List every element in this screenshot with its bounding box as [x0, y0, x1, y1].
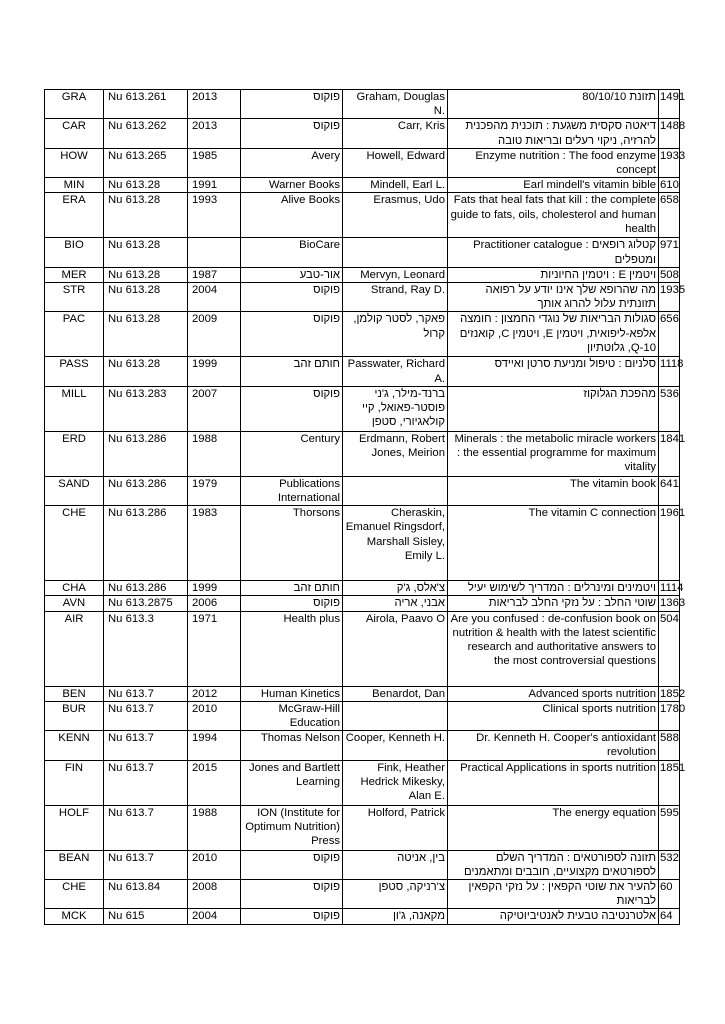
row-year-cell: 1988 — [188, 431, 241, 476]
row-publisher-cell: Alive Books — [241, 193, 343, 238]
row-year-cell: 2009 — [188, 312, 241, 357]
row-title-cell: Enzyme nutrition : The food enzyme concept — [448, 148, 659, 177]
row-year-cell: 1985 — [188, 148, 241, 177]
row-author-cell: ברנד-מילר, ג'ני פוסטר-פאואל, קיי קולאגיורי, סטפן — [343, 386, 448, 431]
row-author-cell: Howell, Edward — [343, 148, 448, 177]
row-publisher-cell: Thomas Nelson — [241, 731, 343, 760]
row-author-cell: Holford, Patrick — [343, 805, 448, 850]
table-row — [45, 506, 680, 581]
row-year-cell: 2013 — [188, 119, 241, 148]
row-author-cell: Cooper, Kenneth H. — [343, 731, 448, 760]
row-author-cell — [343, 238, 448, 267]
row-title-cell: ויטמין E : ויטמין החיוניות — [448, 267, 659, 282]
row-call-number-cell: Nu 613.286 — [104, 581, 188, 596]
row-publisher-cell: פוקוס — [241, 909, 343, 924]
row-title-cell: קטלוג רופאים : Practitioner catalogue ומטפלים — [448, 238, 659, 267]
row-author-cell: Mervyn, Leonard — [343, 267, 448, 282]
row-call-number-cell: Nu 613.283 — [104, 386, 188, 431]
row-number-cell: 1488 — [659, 119, 680, 148]
row-number-cell: 595 — [659, 805, 680, 850]
row-publisher-cell: Health plus — [241, 611, 343, 686]
row-number-cell: 60 — [659, 880, 680, 909]
table-row — [45, 805, 680, 850]
row-title-cell: סלניום : טיפול ומניעת סרטן ואיידס — [448, 357, 659, 386]
row-publisher-cell: Thorsons — [241, 506, 343, 581]
row-number-cell: 656 — [659, 312, 680, 357]
table-row — [45, 357, 680, 386]
row-year-cell — [188, 238, 241, 267]
row-number-cell: 1851 — [659, 760, 680, 805]
row-publisher-cell: פוקוס — [241, 596, 343, 611]
row-publisher-cell: פוקוס — [241, 850, 343, 879]
row-code-cell: MIN — [45, 178, 104, 193]
row-year-cell: 2010 — [188, 701, 241, 730]
row-number-cell: 588 — [659, 731, 680, 760]
row-number-cell: 64 — [659, 909, 680, 924]
row-call-number-cell: Nu 613.7 — [104, 731, 188, 760]
row-year-cell: 2004 — [188, 909, 241, 924]
row-number-cell: 1961 — [659, 506, 680, 581]
row-title-cell: The vitamin book — [448, 476, 659, 505]
table-row — [45, 148, 680, 177]
row-code-cell: CAR — [45, 119, 104, 148]
row-title-cell: Are you confused : de-confusion book on nutrition & health with the latest scientific research and authoritative answers to the most controversial questions — [448, 611, 659, 686]
row-title-cell: שוטי החלב : על נזקי החלב לבריאות — [448, 596, 659, 611]
table-row — [45, 880, 680, 909]
row-number-cell: 658 — [659, 193, 680, 238]
row-code-cell: GRA — [45, 90, 104, 119]
row-number-cell: 1780 — [659, 701, 680, 730]
row-code-cell: FIN — [45, 760, 104, 805]
row-number-cell: 508 — [660, 268, 679, 281]
row-year-cell: 1993 — [188, 193, 241, 238]
table-row — [45, 193, 680, 238]
row-publisher-cell: Human Kinetics — [241, 686, 343, 701]
row-year-cell: 2008 — [188, 880, 241, 909]
row-number-cell: 641 — [659, 476, 680, 505]
row-code-cell: MILL — [45, 386, 104, 431]
row-number-cell: 1118 — [659, 357, 680, 386]
row-code-cell: ERA — [45, 193, 104, 238]
table-row — [45, 90, 680, 119]
row-year-cell: 2007 — [188, 386, 241, 431]
table-row — [45, 701, 680, 730]
row-call-number-cell: Nu 615 — [104, 909, 188, 924]
row-call-number-cell: Nu 613.7 — [104, 850, 188, 879]
row-code-cell: KENN — [45, 731, 104, 760]
row-title-cell: Advanced sports nutrition — [448, 686, 659, 701]
row-number-cell: 1852 — [660, 687, 686, 700]
row-year-cell: 2004 — [188, 283, 241, 312]
row-number-cell: 1841 — [659, 431, 680, 476]
row-publisher-cell: Publications International — [241, 476, 343, 505]
row-number-cell: 1363 — [660, 597, 686, 610]
row-title-cell: Clinical sports nutrition — [448, 701, 659, 730]
row-number-cell: 1933 — [659, 148, 680, 177]
row-code-cell: PAC — [45, 312, 104, 357]
row-call-number-cell: Nu 613.286 — [104, 476, 188, 505]
row-author-cell: Fink, Heather Hedrick Mikesky, Alan E. — [343, 760, 448, 805]
row-author-cell: Airola, Paavo O — [343, 611, 448, 686]
row-publisher-cell: Jones and Bartlett Learning — [241, 760, 343, 805]
row-call-number-cell: Nu 613.261 — [104, 90, 188, 119]
row-title-cell: Practical Applications in sports nutrition — [448, 760, 659, 805]
table-row — [45, 119, 680, 148]
row-author-cell: Strand, Ray D. — [343, 283, 448, 312]
row-publisher-cell: פוקוס — [241, 283, 343, 312]
row-number-cell: 1491 — [659, 90, 680, 119]
row-code-cell: AIR — [45, 611, 104, 686]
table-row — [45, 386, 680, 431]
row-code-cell: MCK — [45, 909, 104, 924]
table-row — [45, 312, 680, 357]
row-author-cell — [343, 701, 448, 730]
row-publisher-cell: פוקוס — [241, 119, 343, 148]
table-row — [45, 431, 680, 476]
row-title-cell: תזונה לספורטאים : המדריך השלם לספורטאים מקצועיים, חובבים ומתאמנים — [448, 850, 659, 879]
row-call-number-cell: Nu 613.28 — [104, 267, 188, 282]
row-title-cell: מהפכת הגלוקוז — [448, 386, 659, 431]
row-code-cell: BEAN — [45, 850, 104, 879]
table-row — [45, 909, 680, 924]
row-year-cell: 2015 — [188, 760, 241, 805]
row-publisher-cell: אור-טבע — [241, 267, 343, 282]
row-author-cell: Passwater, Richard A. — [343, 357, 448, 386]
row-call-number-cell: Nu 613.28 — [104, 193, 188, 238]
row-title-cell: תזונת 80/10/10 — [448, 90, 659, 119]
row-call-number-cell: Nu 613.3 — [104, 611, 188, 686]
row-year-cell: 1988 — [188, 805, 241, 850]
row-code-cell: AVN — [45, 596, 104, 611]
row-author-cell: מקאנה, ג'ון — [343, 909, 448, 924]
table-row — [45, 178, 680, 193]
row-year-cell: 1983 — [188, 506, 241, 581]
row-publisher-cell: Avery — [241, 148, 343, 177]
row-publisher-cell: פוקוס — [241, 386, 343, 431]
table-row — [45, 611, 680, 686]
row-call-number-cell: Nu 613.7 — [104, 686, 188, 701]
row-call-number-cell: Nu 613.28 — [104, 312, 188, 357]
row-year-cell: 2010 — [188, 850, 241, 879]
row-publisher-cell: פוקוס — [241, 880, 343, 909]
row-code-cell: BEN — [45, 686, 104, 701]
row-title-cell: Earl mindell's vitamin bible — [448, 178, 659, 193]
row-code-cell: CHA — [45, 581, 104, 596]
table-row — [45, 238, 680, 267]
row-call-number-cell: Nu 613.2875 — [104, 596, 188, 611]
row-call-number-cell: Nu 613.286 — [104, 431, 188, 476]
row-publisher-cell: Century — [241, 431, 343, 476]
row-number-cell: 1935 — [659, 283, 680, 312]
row-publisher-cell: פוקוס — [241, 90, 343, 119]
row-year-cell: 1999 — [188, 581, 241, 596]
row-title-cell: The vitamin C connection — [448, 506, 659, 581]
row-call-number-cell: Nu 613.262 — [104, 119, 188, 148]
table-row — [45, 596, 680, 611]
row-number-cell: 971 — [659, 238, 680, 267]
row-author-cell: פאקר, לסטר קולמן, קרול — [343, 312, 448, 357]
row-call-number-cell: Nu 613.7 — [104, 805, 188, 850]
row-title-cell: Minerals : the metabolic miracle workers : the essential programme for maximum vitality — [448, 431, 659, 476]
row-author-cell: Benardot, Dan — [343, 686, 448, 701]
row-title-cell: דיאטה סקסית משגעת : תוכנית מהפכנית להרזיה, ניקוי רעלים ובריאות טובה — [448, 119, 659, 148]
table-row — [45, 581, 680, 596]
row-publisher-cell: חותם זהב — [241, 357, 343, 386]
row-year-cell: 1979 — [188, 476, 241, 505]
row-call-number-cell: Nu 613.7 — [104, 760, 188, 805]
row-code-cell: BIO — [45, 238, 104, 267]
row-code-cell: HOW — [45, 148, 104, 177]
row-number-cell: 532 — [659, 850, 680, 879]
row-call-number-cell: Nu 613.7 — [104, 701, 188, 730]
row-year-cell: 1991 — [188, 178, 241, 193]
table-row — [45, 686, 680, 701]
catalog-table-body — [45, 90, 686, 925]
row-year-cell: 2013 — [188, 90, 241, 119]
table-row — [45, 267, 680, 282]
row-title-cell: מה שהרופא שלך אינו יודע על רפואה תזונתית עלול להרוג אותך — [448, 283, 659, 312]
row-year-cell: 2012 — [188, 686, 241, 701]
table-row — [45, 850, 680, 879]
row-publisher-cell: חותם זהב — [241, 581, 343, 596]
row-number-cell: 536 — [659, 386, 680, 431]
row-number-cell: 1114 — [660, 582, 684, 595]
row-author-cell: Graham, Douglas N. — [343, 90, 448, 119]
row-title-cell: The energy equation — [448, 805, 659, 850]
row-author-cell: Mindell, Earl L. — [343, 178, 448, 193]
row-code-cell: CHE — [45, 506, 104, 581]
table-row — [45, 731, 680, 760]
row-call-number-cell: Nu 613.28 — [104, 178, 188, 193]
row-call-number-cell: Nu 613.286 — [104, 506, 188, 581]
row-code-cell: CHE — [45, 880, 104, 909]
row-publisher-cell: McGraw-Hill Education — [241, 701, 343, 730]
row-call-number-cell: Nu 613.28 — [104, 238, 188, 267]
row-author-cell — [343, 476, 448, 505]
row-author-cell: Carr, Kris — [343, 119, 448, 148]
row-year-cell: 1999 — [188, 357, 241, 386]
table-row — [45, 760, 680, 805]
row-call-number-cell: Nu 613.28 — [104, 283, 188, 312]
row-publisher-cell: ION (Institute for Optimum Nutrition) Press — [241, 805, 343, 850]
row-title-cell: ויטמינים ומינרלים : המדריך לשימוש יעיל — [448, 581, 659, 596]
row-author-cell: בין, אניטה — [343, 850, 448, 879]
row-publisher-cell: BioCare — [241, 238, 343, 267]
row-year-cell: 1994 — [188, 731, 241, 760]
row-call-number-cell: Nu 613.84 — [104, 880, 188, 909]
row-code-cell: ERD — [45, 431, 104, 476]
row-call-number-cell: Nu 613.265 — [104, 148, 188, 177]
row-title-cell: סגולות הבריאות של נוגדי החמצון : חומצה אלפא-ליפואית, ויטמין E, ויטמין C, קואנזים Q-10, גלוטתיון — [448, 312, 659, 357]
row-code-cell: STR — [45, 283, 104, 312]
row-title-cell: אלטרנטיבה טבעית לאנטיביוטיקה — [448, 909, 659, 924]
row-code-cell: SAND — [45, 476, 104, 505]
table-row — [45, 476, 680, 505]
row-code-cell: HOLF — [45, 805, 104, 850]
row-author-cell: צ'רניקה, סטפן — [343, 880, 448, 909]
row-author-cell: Cheraskin, Emanuel Ringsdorf, Marshall Sisley, Emily L. — [343, 506, 448, 581]
row-code-cell: MER — [45, 267, 104, 282]
row-title-cell: Dr. Kenneth H. Cooper's antioxidant revolution — [448, 731, 659, 760]
row-author-cell: צ'אלס, ג'ק — [343, 581, 448, 596]
row-year-cell: 1971 — [188, 611, 241, 686]
row-author-cell: Erasmus, Udo — [343, 193, 448, 238]
row-number-cell: 504 — [659, 611, 680, 686]
catalog-table — [44, 89, 686, 925]
row-year-cell: 1987 — [188, 267, 241, 282]
row-publisher-cell: Warner Books — [241, 178, 343, 193]
row-code-cell: PASS — [45, 357, 104, 386]
row-author-cell: Erdmann, Robert Jones, Meirion — [343, 431, 448, 476]
table-row — [45, 283, 680, 312]
row-code-cell: BUR — [45, 701, 104, 730]
row-year-cell: 2006 — [188, 596, 241, 611]
row-number-cell: 610 — [660, 179, 679, 192]
row-call-number-cell: Nu 613.28 — [104, 357, 188, 386]
row-publisher-cell: פוקוס — [241, 312, 343, 357]
row-title-cell: להעיר את שוטי הקפאין : על נזקי הקפאין לבריאות — [448, 880, 659, 909]
row-title-cell: Fats that heal fats that kill : the complete guide to fats, oils, cholesterol and human health — [448, 193, 659, 238]
row-author-cell: אבני, אריה — [343, 596, 448, 611]
